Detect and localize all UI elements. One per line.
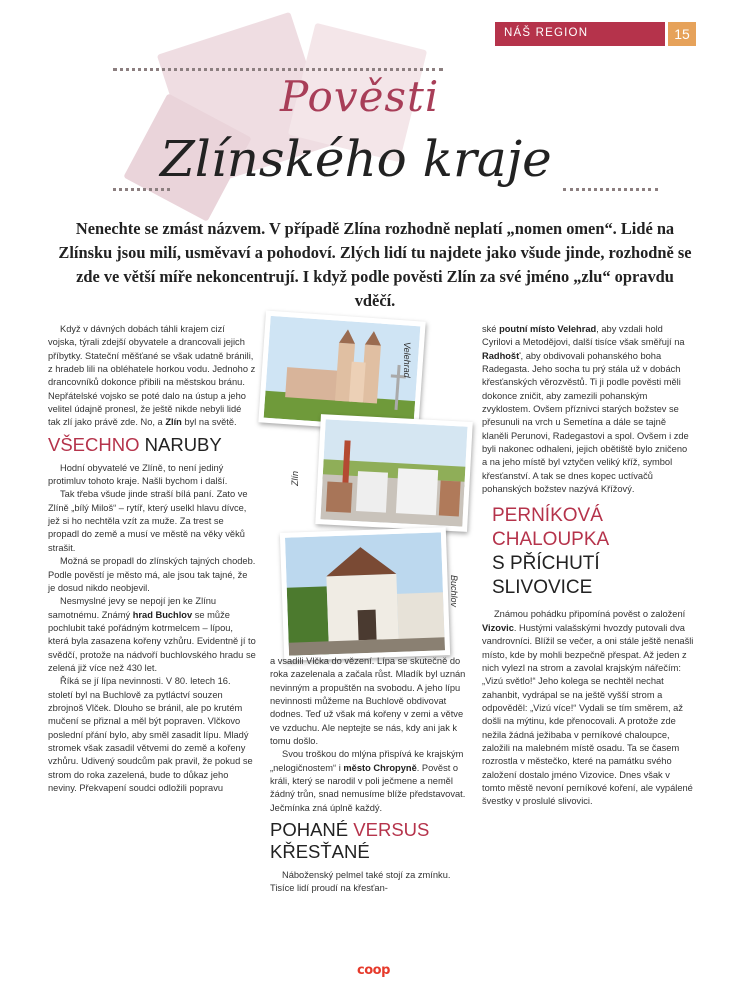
section-tab	[495, 22, 665, 46]
page-number: 15	[668, 22, 696, 46]
paragraph: Hodní obyvatelé ve Zlíně, to není jediný protimluv tohoto kraje. Našli bychom i další.	[48, 462, 228, 487]
paragraph: Nesmyslné jevy se nepojí jen ke Zlínu samotnému. Známý hrad Buchlov se může pochlubit také pořádným kotrmelcem – lípou, která byla zasazena kořeny vzhůru. Evidentně jí to svědčí, protože na nádvoří buchlovského hradu se zelená již více než 430 let.	[48, 596, 256, 673]
paragraph: Když v dávných dobách táhli krajem cizí vojska, týrali zdejší obyvatele a drancovali jejich příbytky. Stateční měšťané se však udatně bránili, z hradeb lili na obléhatele horkou vodu. Jednoho z drancovníků dokonce přibili na městskou bránu. Nepřátelské vojsko se poté dalo na ústup a jeho velitel údajně pronesl, že ještě nikde nebyli lidé tak zlí jako právě zde. No, a Zlín byl na světě.	[48, 324, 256, 428]
article-column-3	[482, 323, 694, 809]
article-column-2	[270, 655, 475, 896]
article-column-1	[48, 323, 256, 795]
paragraph: Tak třeba všude jinde straší bílá paní. Zato ve Zlíně „bílý Miloš“ – rytíř, který uselkl hlavu dívce, jež si ho nechtěla vzít za muže. Za trest se propadl do země a musí ve městě na věky věků strašit.	[48, 489, 248, 553]
photo-zlin	[315, 414, 473, 532]
photo-caption: Velehrad	[402, 342, 412, 378]
paragraph: Možná se propadl do zlínských tajných chodeb. Podle pověstí je město má, ale jsou tak tajné, že je dosud nikdo neobjevil.	[48, 556, 256, 593]
section-label: NÁŠ REGION	[504, 27, 589, 39]
dotted-rule	[113, 68, 443, 71]
paragraph: ské poutní místo Velehrad, aby vzdali hold Cyrilovi a Metodějovi, další tisíce však směřují na Radhošť, aby obdivovali pohanského boha Radegasta. Jeho socha tu prý stála už v dobách křesťanských věrozvěstů. Ti ji podle pověsti měli dokonce zničit, aby zamezili pohanským zvyklostem. Ovšem příznivci starých božstev se přesunuli na vrch u Semetína a dále se tajně klaněli Perunovi, Radegastovi a spol. Ovšem i zde byli nakonec odhaleni, jejich obětiště bylo zničeno a na jeho místě byl vztyčen veliký kříž, symbol křesťanství. A tak se dnes kopec uctívačů pohanských božstev nazývá Křížový.	[482, 324, 689, 495]
section-heading: POHANÉ VERSUS KŘESŤANÉ	[270, 819, 430, 863]
paragraph: Známou pohádku připomíná pověst o založení Vizovic. Hustými valašskými hvozdy putovali dva vandrovníci. Blížil se večer, a oni stále ještě nenašli místo, kde by mohli bezpečně přespat. Až jeden z nich vylezl na strom a zavolal krajským nářečím: „Vizú světlo!“ Jeho kolega se nechtěl nechat zahanbit, vydrápal se na ještě vyšší strom a odpověděl: „Vizú více!“ Vydali se tím směrem, až došli na mýtinu, kde přenocovali. A protože zde nežila žádná ježibaba v perníkové chaloupce, založili na malebném místě osadu. Ta se časem rozrostla v městečko, které na památku svého založení dostalo jméno Vizovice. Dnes však v tomto městě nevoní perníkové koření, ale vypálené švestky v proslulé slivovici.	[482, 609, 694, 807]
photo-caption: Buchlov	[449, 575, 459, 608]
dotted-rule	[563, 188, 658, 191]
page-title-line2: Zlínského kraje	[160, 130, 552, 188]
photo-caption: Zlín	[290, 470, 300, 486]
section-heading: VŠECHNO NARUBY	[48, 433, 222, 455]
coop-logo: coop	[357, 963, 390, 978]
paragraph: Svou troškou do mlýna přispívá ke krajským „nelogičnostem“ i město Chropyně. Pověst o králi, který se narodil v poli ječmene a neměl žádný trůn, snad nemusíme blíže představovat. Ječmínka zná úplně každý.	[270, 749, 466, 813]
paragraph: Náboženský pelmel také stojí za zmínku. Tisíce lidí proudí na křesťan-	[270, 870, 451, 894]
dotted-rule	[113, 188, 170, 191]
lead-paragraph: Nenechte se zmást názvem. V případě Zlína rozhodně neplatí „nomen omen“. Lidé na Zlínsku jsou milí, usměvaví a pohodoví. Zlých lidí tu najdete jako všude jinde, rozhodně se zde ve větší míře nekoncentrují. I když podle pověsti Zlín za své jméno „zlu“ opravdu vděčí.	[58, 219, 692, 310]
paragraph: Říká se jí lípa nevinnosti. V 80. letech 16. století byl na Buchlově za pytláctví souzen zbrojnoš Vlček. Dlouho se bránil, ale po krutém mučení se přiznal a měl být popraven. Vlčkovo poslední přání bylo, aby směl zasadit lípu. Mladý stromek však zasadil větvemi do země a kořeny vzhůru. Udivený soudcům pak pravil, že pokud se strom do roka zazelená, bude to důkaz jeho neviny. Překvapení soudci odložili popravu	[48, 676, 253, 793]
section-heading: PERNÍKOVÁ CHALOUPKA S PŘÍCHUTÍ SLIVOVICE	[492, 505, 610, 599]
page-title-line1: Pověsti	[280, 72, 440, 121]
photo-buchlov	[280, 527, 450, 661]
paragraph: a vsadili Vlčka do vězení. Lípa se skutečně do roka zazelenala a začala růst. Mladík byl uznán nevinným a propuštěn na svobodu. A jeho lípu nevinnosti můžeme na Buchlově obdivovat dodnes. Teď už však má kořeny v zemi a větve ve vzduchu. Ale neptejte se nás, kdy ani jak k tomu došlo.	[270, 656, 466, 747]
